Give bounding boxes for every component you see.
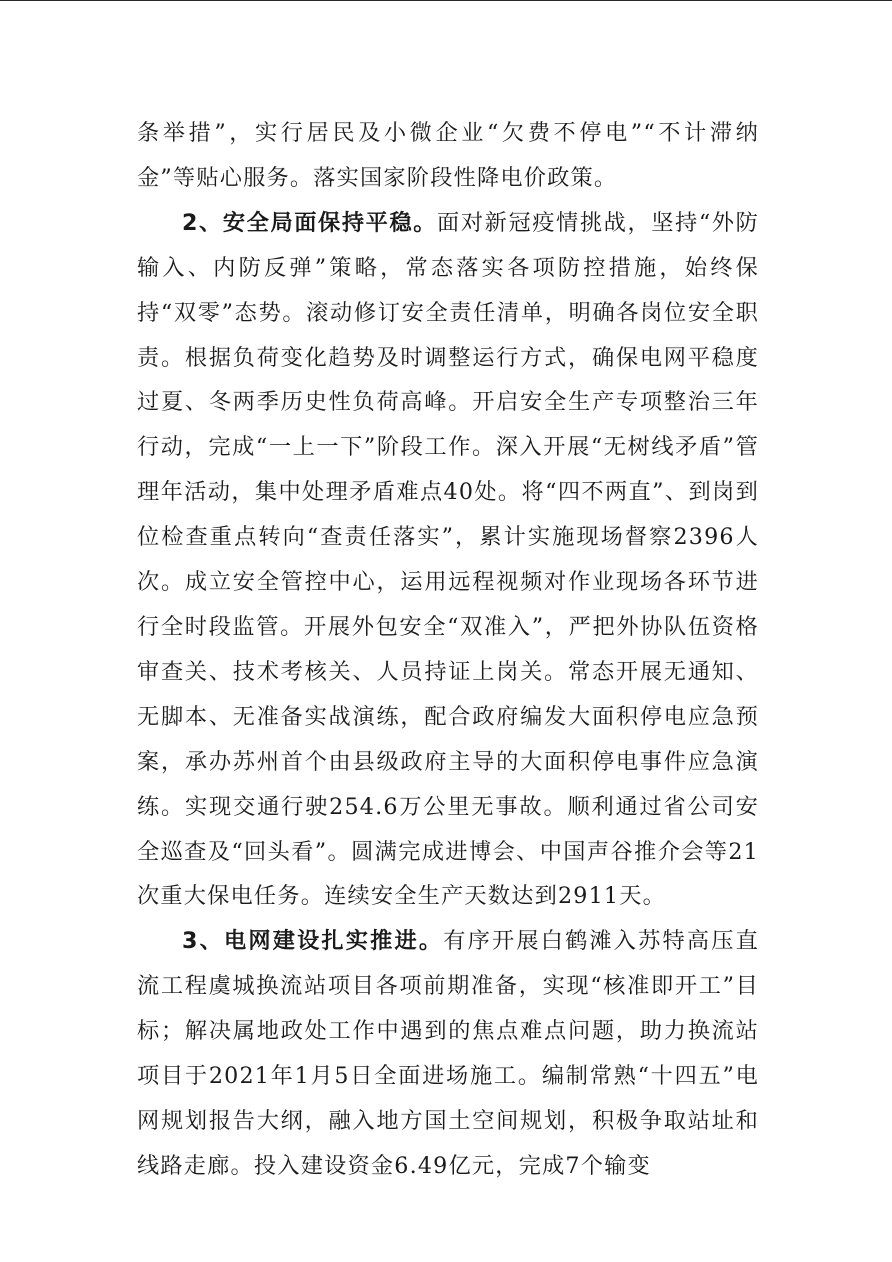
top-border-line bbox=[0, 0, 892, 1]
document-body bbox=[137, 111, 759, 1189]
paragraph-safety bbox=[137, 201, 759, 920]
paragraph-continuation bbox=[137, 111, 759, 201]
paragraph-text: 条举措”，实行居民及小微企业“欠费不停电”“不计滞纳金”等贴心服务。落实国家阶段性降电价政策。 bbox=[137, 120, 759, 191]
paragraph-grid-construction bbox=[137, 919, 759, 1188]
paragraph-heading: 2、安全局面保持平稳。 bbox=[182, 209, 438, 236]
paragraph-text: 面对新冠疫情挑战，坚持“外防输入、内防反弹”策略，常态落实各项防控措施，始终保持“双零”态势。滚动修订安全责任清单，明确各岗位安全职责。根据负荷变化趋势及时调整运行方式，确保电网平稳度过夏、冬两季历史性负荷高峰。开启安全生产专项整治三年行动，完成“一上一下”阶段工作。深入开展“无树线矛盾”管理年活动，集中处理矛盾难点40处。将“四不两直”、到岗到位检查重点转向“查责任落实”，累计实施现场督察2396人次。成立安全管控中心，运用远程视频对作业现场各环节进行全时段监管。开展外包安全“双准入”，严把外协队伍资格审查关、技术考核关、人员持证上岗关。常态开展无通知、无脚本、无准备实战演练，配合政府编发大面积停电应急预案，承办苏州首个由县级政府主导的大面积停电事件应急演练。实现交通行驶254.6万公里无事故。顺利通过省公司安全巡查及“回头看”。圆满完成进博会、中国声谷推介会等21次重大保电任务。连续安全生产天数达到2911天。 bbox=[137, 209, 759, 910]
paragraph-text: 有序开展白鹤滩入苏特高压直流工程虞城换流站项目各项前期准备，实现“核准即开工”目标；解决属地政处工作中遇到的焦点难点问题，助力换流站项目于2021年1月5日全面进场施工。编制常熟“十四五”电网规划报告大纲，融入地方国土空间规划，积极争取站址和线路走廊。投入建设资金6.49亿元，完成7个输变 bbox=[137, 928, 759, 1179]
paragraph-heading: 3、电网建设扎实推进。 bbox=[182, 928, 444, 955]
